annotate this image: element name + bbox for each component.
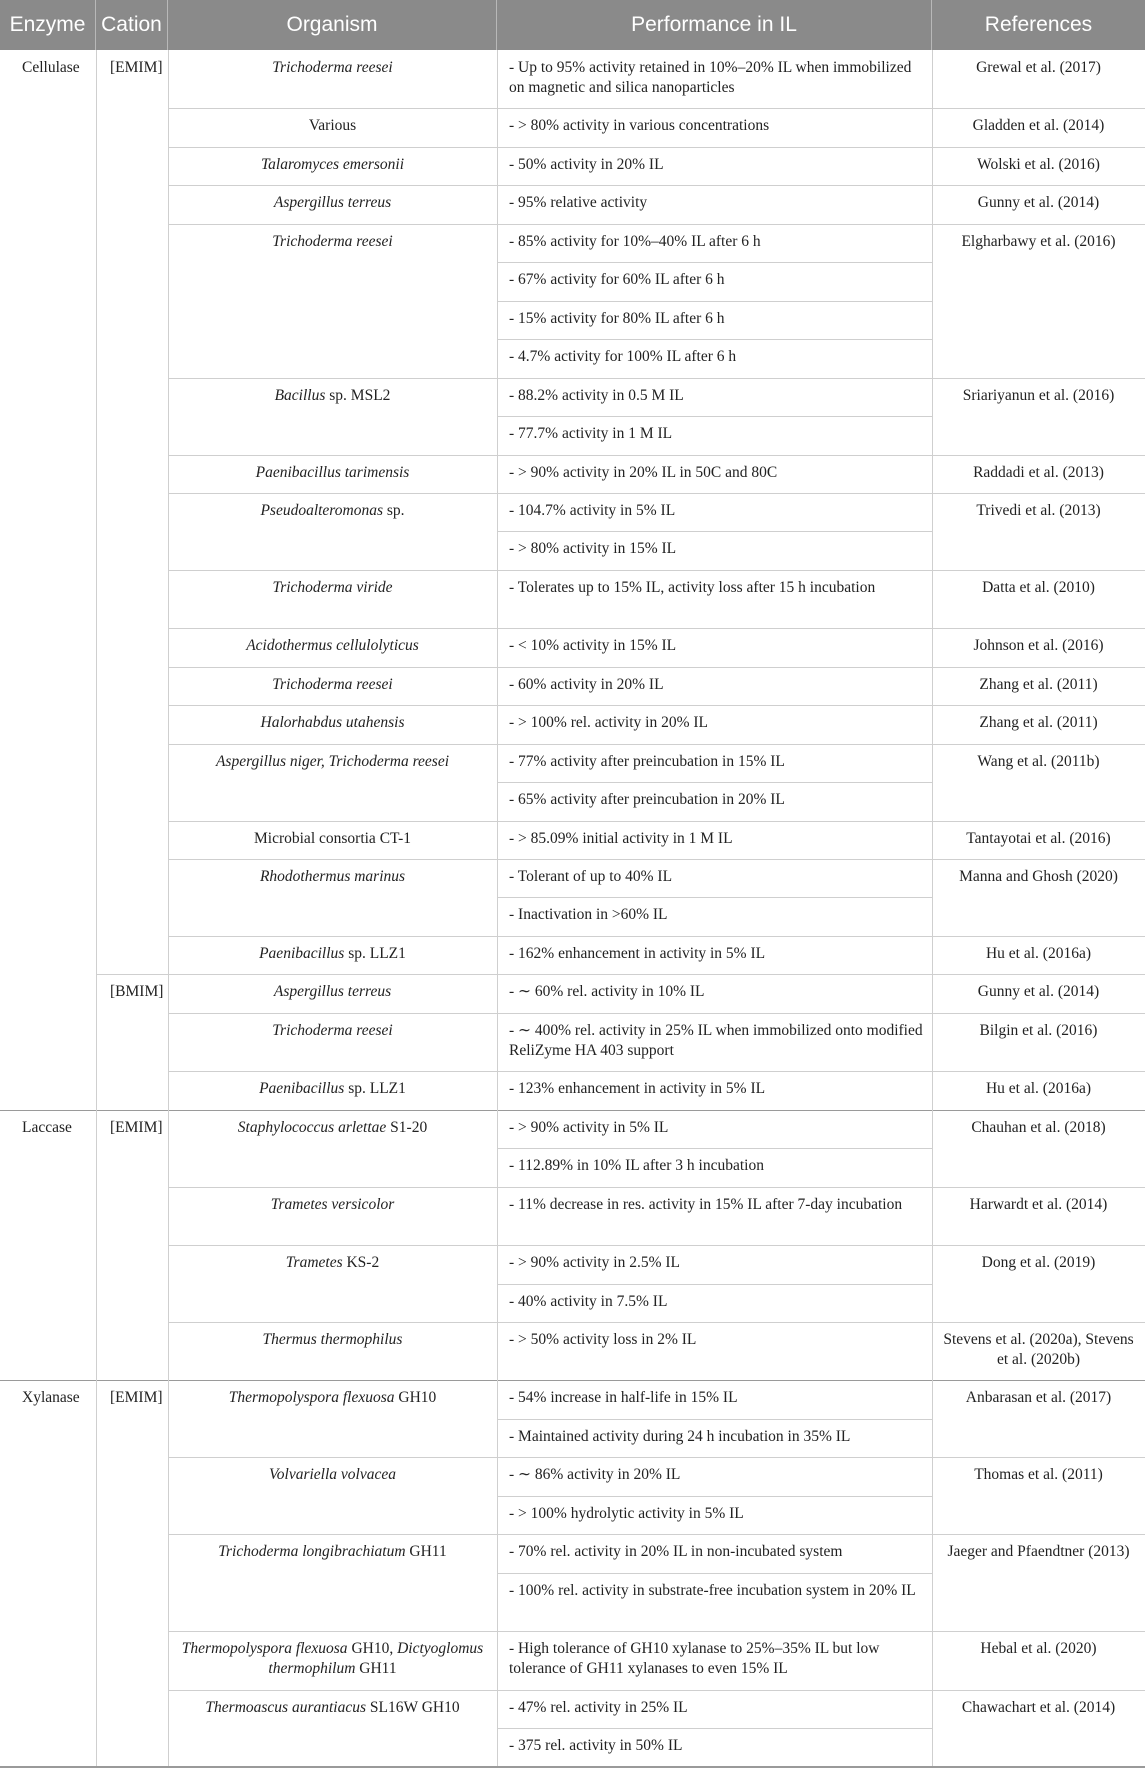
performance-cell: - 77% activity after preincubation in 15% IL xyxy=(509,752,785,770)
row-divider xyxy=(168,859,1145,860)
organism-cell xyxy=(168,1071,497,1109)
column-divider xyxy=(932,50,933,1766)
reference-cell: Thomas et al. (2011) xyxy=(974,1466,1103,1484)
row-divider xyxy=(168,108,1145,109)
sub-row-divider xyxy=(497,1728,932,1729)
organism-name-italic: Trichoderma reesei xyxy=(272,675,393,693)
performance-cell: - 104.7% activity in 5% IL xyxy=(509,501,676,519)
row-divider xyxy=(168,1322,1145,1323)
reference-cell: Datta et al. (2010) xyxy=(982,578,1095,596)
organism-name-italic: Thermopolyspora flexuosa xyxy=(228,1389,395,1407)
organism-name-italic: Trichoderma reesei xyxy=(272,59,393,76)
performance-cell: - 70% rel. activity in 20% IL in non-incubated system xyxy=(509,1543,843,1561)
performance-cell: - Maintained activity during 24 h incubation in 35% IL xyxy=(509,1427,851,1445)
organism-name-italic: Trichoderma viride xyxy=(272,578,393,596)
organism-name-text: sp. LLZ1 xyxy=(344,1080,406,1098)
organism-name-italic: Trametes versicolor xyxy=(270,1195,395,1213)
sub-row-divider xyxy=(497,339,932,340)
organism-cell xyxy=(168,1631,497,1689)
performance-cell: - ∼ 400% rel. activity in 25% IL when immobilized onto modified ReliZyme HA 403 support xyxy=(509,1021,923,1059)
header-enzyme: Enzyme xyxy=(0,0,96,50)
reference-cell: Gladden et al. (2014) xyxy=(972,117,1105,135)
header-organism: Organism xyxy=(168,0,497,50)
performance-cell: - 77.7% activity in 1 M IL xyxy=(509,425,673,443)
reference-cell: Sriariyanun et al. (2016) xyxy=(962,386,1115,404)
performance-cell: - Tolerates up to 15% IL, activity loss after 15 h incubation xyxy=(509,578,876,596)
sub-row-divider xyxy=(497,531,932,532)
performance-cell: - > 90% activity in 20% IL in 50C and 80C xyxy=(509,463,778,481)
organism-cell xyxy=(168,1110,497,1187)
enzyme-divider xyxy=(0,1380,1145,1381)
organism-cell xyxy=(168,974,497,1012)
performance-cell: - 88.2% activity in 0.5 M IL xyxy=(509,386,684,404)
performance-cell: - > 85.09% initial activity in 1 M IL xyxy=(509,829,733,847)
performance-cell: - 60% activity in 20% IL xyxy=(509,675,664,693)
organism-name-italic: Paenibacillus xyxy=(259,1080,345,1098)
reference-cell: Stevens et al. (2020a), Stevens et al. (2020b) xyxy=(943,1330,1134,1368)
organism-name-italic: Trichoderma reesei xyxy=(272,1021,393,1039)
performance-cell: - 47% rel. activity in 25% IL xyxy=(509,1698,688,1716)
organism-name-italic: Trichoderma longibrachiatum xyxy=(218,1543,406,1561)
organism-cell xyxy=(168,936,497,974)
reference-cell: Chawachart et al. (2014) xyxy=(961,1698,1116,1716)
header-performance: Performance in IL xyxy=(497,0,932,50)
performance-cell: - 65% activity after preincubation in 20% IL xyxy=(509,791,785,809)
organism-cell xyxy=(168,1187,497,1245)
column-divider xyxy=(168,50,169,1766)
performance-cell: - > 80% activity in various concentrations xyxy=(509,117,770,135)
enzyme-divider xyxy=(0,1110,1145,1111)
performance-cell: - > 50% activity loss in 2% IL xyxy=(509,1330,697,1348)
organism-name-text: S1-20 xyxy=(386,1118,428,1136)
reference-cell: Grewal et al. (2017) xyxy=(976,59,1101,76)
performance-cell: - Up to 95% activity retained in 10%–20% IL when immobilized on magnetic and silica nanoparticles xyxy=(509,59,912,96)
performance-cell: - High tolerance of GH10 xylanase to 25%–35% IL but low tolerance of GH11 xylanases to even 15% IL xyxy=(509,1640,880,1678)
row-divider xyxy=(168,744,1145,745)
organism-name-italic: Paenibacillus tarimensis xyxy=(255,463,410,481)
row-divider xyxy=(168,936,1145,937)
organism-name-text: sp. LLZ1 xyxy=(344,944,406,962)
row-divider xyxy=(168,1245,1145,1246)
reference-cell: Gunny et al. (2014) xyxy=(977,983,1100,1001)
reference-cell: Raddadi et al. (2013) xyxy=(973,463,1104,481)
organism-name-italic: Aspergillus terreus xyxy=(273,194,392,212)
organism-cell xyxy=(168,1380,497,1457)
row-divider xyxy=(168,667,1145,668)
performance-cell: - Inactivation in >60% IL xyxy=(509,906,668,924)
organism-name-italic: Rhodothermus marinus xyxy=(259,868,406,885)
organism-cell xyxy=(168,185,497,223)
organism-name-text: GH11 xyxy=(355,1660,397,1678)
organism-cell xyxy=(168,50,497,108)
performance-cell: - 40% activity in 7.5% IL xyxy=(509,1292,668,1310)
sub-row-divider xyxy=(497,1419,932,1420)
reference-cell: Chauhan et al. (2018) xyxy=(971,1118,1106,1136)
organism-name-text: sp. xyxy=(383,501,405,519)
organism-cell xyxy=(168,378,497,455)
row-divider xyxy=(168,378,1145,379)
organism-name-italic: Trichoderma reesei xyxy=(272,232,393,250)
organism-name-italic: Dictyoglomus thermophilum xyxy=(268,1640,484,1678)
row-divider xyxy=(168,570,1145,571)
row-divider xyxy=(168,1457,1145,1458)
organism-name-italic: Bacillus xyxy=(274,386,326,404)
row-divider xyxy=(168,455,1145,456)
cation-cell: [EMIM] xyxy=(110,1389,163,1407)
sub-row-divider xyxy=(497,1284,932,1285)
reference-cell: Zhang et al. (2011) xyxy=(979,714,1098,732)
performance-cell: - ∼ 60% rel. activity in 10% IL xyxy=(509,983,705,1001)
row-divider xyxy=(168,1071,1145,1072)
performance-cell: - 15% activity for 80% IL after 6 h xyxy=(509,309,725,327)
organism-cell xyxy=(168,108,497,146)
row-divider xyxy=(168,1631,1145,1632)
header-references: References xyxy=(932,0,1145,50)
organism-name-italic: Thermoascus aurantiacus xyxy=(205,1698,367,1716)
row-divider xyxy=(168,821,1145,822)
performance-cell: - ∼ 86% activity in 20% IL xyxy=(509,1466,681,1484)
performance-cell: - > 100% hydrolytic activity in 5% IL xyxy=(509,1504,744,1522)
organism-cell xyxy=(168,1245,497,1322)
performance-cell: - > 80% activity in 15% IL xyxy=(509,540,677,558)
organism-name-italic: Volvariella volvacea xyxy=(269,1466,396,1484)
organism-name-italic: Talaromyces emersonii xyxy=(260,155,405,173)
organism-name-italic: Halorhabdus utahensis xyxy=(260,714,405,732)
sub-row-divider xyxy=(497,1496,932,1497)
cation-divider xyxy=(96,974,1145,975)
enzyme-cell: Laccase xyxy=(22,1118,72,1136)
organism-cell xyxy=(168,1690,497,1767)
organism-cell xyxy=(168,821,497,859)
reference-cell: Harwardt et al. (2014) xyxy=(969,1195,1108,1213)
organism-cell xyxy=(168,1534,497,1631)
reference-cell: Manna and Ghosh (2020) xyxy=(959,868,1118,885)
performance-cell: - 54% increase in half-life in 15% IL xyxy=(509,1389,738,1407)
row-divider xyxy=(168,493,1145,494)
reference-cell: Jaeger and Pfaendtner (2013) xyxy=(947,1543,1130,1561)
organism-cell xyxy=(168,705,497,743)
row-divider xyxy=(168,1187,1145,1188)
performance-cell: - 112.89% in 10% IL after 3 h incubation xyxy=(509,1157,764,1175)
organism-name-italic: Aspergillus niger, Trichoderma reesei xyxy=(215,752,450,770)
reference-cell: Hebal et al. (2020) xyxy=(980,1640,1097,1658)
row-divider xyxy=(168,628,1145,629)
organism-cell xyxy=(168,859,497,936)
organism-name-italic: Staphylococcus arlettae xyxy=(237,1118,387,1136)
organism-name-text: SL16W GH10 xyxy=(366,1698,460,1716)
sub-row-divider xyxy=(497,782,932,783)
performance-cell: - Tolerant of up to 40% IL xyxy=(509,868,673,885)
organism-cell xyxy=(168,628,497,666)
organism-name-text: sp. MSL2 xyxy=(325,386,391,404)
reference-cell: Zhang et al. (2011) xyxy=(979,675,1098,693)
organism-cell xyxy=(168,493,497,570)
organism-cell xyxy=(168,224,497,378)
performance-cell: - 4.7% activity for 100% IL after 6 h xyxy=(509,348,737,366)
reference-cell: Wolski et al. (2016) xyxy=(977,155,1100,173)
organism-name-text: GH10 xyxy=(394,1389,437,1407)
organism-cell xyxy=(168,667,497,705)
performance-cell: - < 10% activity in 15% IL xyxy=(509,637,677,655)
performance-cell: - 162% enhancement in activity in 5% IL xyxy=(509,944,766,962)
performance-cell: - 67% activity for 60% IL after 6 h xyxy=(509,271,725,289)
reference-cell: Gunny et al. (2014) xyxy=(977,194,1100,212)
cation-cell: [EMIM] xyxy=(110,1118,163,1136)
row-divider xyxy=(168,1013,1145,1014)
sub-row-divider xyxy=(497,1573,932,1574)
row-divider xyxy=(168,147,1145,148)
organism-cell xyxy=(168,1013,497,1071)
column-divider xyxy=(96,50,97,1766)
reference-cell: Hu et al. (2016a) xyxy=(985,1080,1092,1098)
column-divider xyxy=(497,50,498,1766)
row-divider xyxy=(168,705,1145,706)
organism-name-italic: Thermopolyspora flexuosa xyxy=(181,1640,348,1658)
performance-cell: - 375 rel. activity in 50% IL xyxy=(509,1737,683,1754)
organism-cell xyxy=(168,744,497,821)
performance-cell: - 50% activity in 20% IL xyxy=(509,155,664,173)
performance-cell: - > 90% activity in 2.5% IL xyxy=(509,1254,681,1272)
reference-cell: Johnson et al. (2016) xyxy=(973,637,1104,655)
organism-name-text: Various xyxy=(308,117,357,135)
organism-cell xyxy=(168,1457,497,1534)
performance-cell: - 123% enhancement in activity in 5% IL xyxy=(509,1080,766,1098)
organism-name-text: Microbial consortia CT-1 xyxy=(254,829,411,847)
reference-cell: Elgharbawy et al. (2016) xyxy=(961,232,1116,250)
organism-cell xyxy=(168,1322,497,1380)
reference-cell: Bilgin et al. (2016) xyxy=(979,1021,1098,1039)
organism-name-text: GH11 xyxy=(405,1543,447,1561)
header-cation: Cation xyxy=(96,0,168,50)
sub-row-divider xyxy=(497,897,932,898)
sub-row-divider xyxy=(497,1148,932,1149)
organism-cell xyxy=(168,570,497,628)
row-divider xyxy=(168,224,1145,225)
cation-cell: [BMIM] xyxy=(110,983,164,1001)
performance-cell: - 95% relative activity xyxy=(509,194,648,212)
organism-name-italic: Thermus thermophilus xyxy=(262,1330,403,1348)
reference-cell: Trivedi et al. (2013) xyxy=(976,501,1101,519)
organism-cell xyxy=(168,147,497,185)
row-divider xyxy=(168,1690,1145,1691)
sub-row-divider xyxy=(497,416,932,417)
cation-cell: [EMIM] xyxy=(110,59,163,76)
sub-row-divider xyxy=(497,301,932,302)
organism-name-italic: Paenibacillus xyxy=(259,944,345,962)
performance-cell: - > 90% activity in 5% IL xyxy=(509,1118,669,1136)
organism-name-text: KS-2 xyxy=(342,1254,380,1272)
performance-cell: - 100% rel. activity in substrate-free incubation system in 20% IL xyxy=(509,1581,916,1599)
organism-name-italic: Acidothermus cellulolyticus xyxy=(246,637,419,655)
sub-row-divider xyxy=(497,262,932,263)
enzyme-cell: Cellulase xyxy=(22,59,80,76)
performance-cell: - > 100% rel. activity in 20% IL xyxy=(509,714,708,732)
row-divider xyxy=(168,185,1145,186)
organism-name-text: GH10, xyxy=(347,1640,398,1658)
organism-cell xyxy=(168,455,497,493)
reference-cell: Anbarasan et al. (2017) xyxy=(965,1389,1112,1407)
reference-cell: Wang et al. (2011b) xyxy=(977,752,1100,770)
reference-cell: Tantayotai et al. (2016) xyxy=(966,829,1111,847)
performance-cell: - 11% decrease in res. activity in 15% IL after 7-day incubation xyxy=(509,1195,903,1213)
organism-name-italic: Pseudoalteromonas xyxy=(260,501,383,519)
performance-cell: - 85% activity for 10%–40% IL after 6 h xyxy=(509,232,761,250)
reference-cell: Dong et al. (2019) xyxy=(981,1254,1096,1272)
reference-cell: Hu et al. (2016a) xyxy=(985,944,1092,962)
enzyme-cell: Xylanase xyxy=(22,1389,80,1407)
organism-name-italic: Trametes xyxy=(285,1254,343,1272)
row-divider xyxy=(168,1534,1145,1535)
organism-name-italic: Aspergillus terreus xyxy=(273,983,392,1001)
